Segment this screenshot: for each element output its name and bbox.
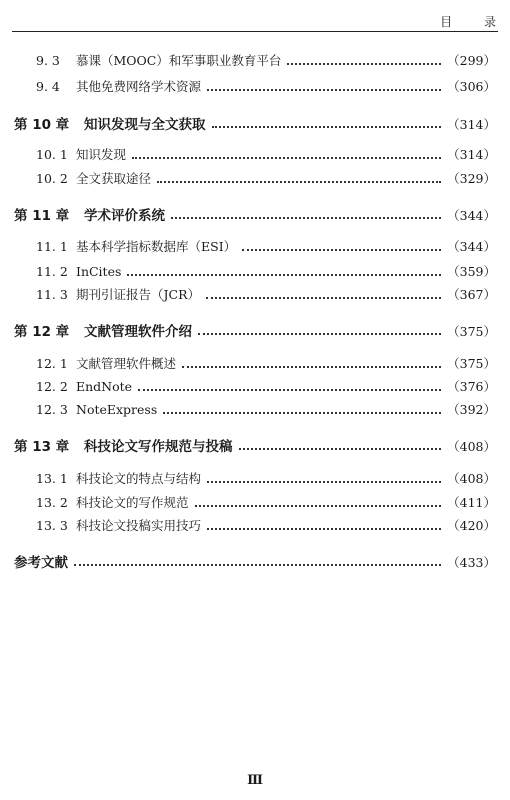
toc-entry-title: 全文获取途径	[76, 171, 152, 186]
toc-section-row[interactable]	[0, 493, 510, 511]
toc-entry-title: 文献管理软件介绍	[84, 324, 192, 340]
toc-entry-page: （411）	[447, 495, 496, 510]
toc-chapter-row[interactable]	[0, 320, 510, 340]
dot-leader	[182, 365, 441, 368]
dot-leader	[239, 447, 442, 450]
toc-entry-title: 知识发现与全文获取	[84, 117, 206, 133]
toc-section-row[interactable]	[0, 262, 510, 280]
toc-entry-title: 科技论文写作规范与投稿	[84, 439, 233, 455]
dot-leader	[157, 180, 441, 183]
dot-leader	[198, 332, 441, 335]
dot-leader	[127, 273, 441, 276]
toc-section-row[interactable]	[0, 354, 510, 372]
toc-entry-page: （359）	[447, 264, 496, 279]
toc-entry-title: 学术评价系统	[84, 208, 165, 224]
dot-leader	[74, 563, 441, 566]
dot-leader	[163, 411, 441, 414]
dot-leader	[212, 125, 442, 128]
toc-entry-page: （306）	[447, 79, 496, 94]
dot-leader	[207, 88, 441, 91]
toc-section-row[interactable]	[0, 145, 510, 163]
toc-section-row[interactable]	[0, 77, 510, 95]
header-rule	[12, 31, 498, 32]
toc-entry-number: 第 12 章	[14, 324, 70, 340]
dot-leader	[242, 248, 441, 251]
dot-leader	[195, 504, 442, 507]
toc-entry-title: InCites	[76, 264, 122, 279]
toc-entry-number: 11. 2	[36, 264, 68, 279]
toc-entry-title: NoteExpress	[76, 402, 158, 417]
toc-entry-page: （367）	[447, 287, 496, 302]
toc-entry-page: （375）	[447, 324, 496, 339]
toc-chapter-row[interactable]	[0, 113, 510, 133]
toc-entry-page: （392）	[447, 402, 496, 417]
toc-entry-page: （314）	[447, 147, 496, 162]
toc-entry-number: 9. 4	[36, 79, 60, 94]
dot-leader	[171, 216, 441, 219]
toc-entry-number: 13. 3	[36, 518, 68, 533]
toc-entry-number: 12. 2	[36, 379, 68, 394]
toc-entry-title: 科技论文的特点与结构	[76, 471, 202, 486]
toc-section-row[interactable]	[0, 285, 510, 303]
toc-entry-page: （420）	[447, 518, 496, 533]
header-title: 目 录	[440, 15, 510, 29]
toc-entry-title: 科技论文的写作规范	[76, 495, 189, 510]
toc-entry-page: （344）	[447, 239, 496, 254]
toc-entry-number: 第 13 章	[14, 439, 70, 455]
toc-section-row[interactable]	[0, 237, 510, 255]
toc-entry-page: （344）	[447, 208, 496, 223]
page-number: Ⅲ	[247, 773, 263, 788]
toc-entry-number: 12. 1	[36, 356, 68, 371]
dot-leader	[206, 296, 441, 299]
toc-entry-number: 13. 1	[36, 471, 68, 486]
toc-section-row[interactable]	[0, 51, 510, 69]
toc-entry-title: 慕课（MOOC）和军事职业教育平台	[76, 53, 282, 68]
dot-leader	[138, 388, 441, 391]
toc-section-row[interactable]	[0, 400, 510, 418]
toc-entry-page: （408）	[447, 439, 496, 454]
toc-entry-number: 10. 2	[36, 171, 68, 186]
dot-leader	[287, 62, 441, 65]
toc-entry-title: EndNote	[76, 379, 133, 394]
toc-entry-page: （375）	[447, 356, 496, 371]
dot-leader	[207, 480, 441, 483]
toc-entry-page: （408）	[447, 471, 496, 486]
toc-entry-title: 基本科学指标数据库（ESI）	[76, 239, 237, 254]
toc-chapter-row[interactable]	[0, 435, 510, 455]
toc-entry-page: （433）	[447, 555, 496, 570]
toc-entry-number: 9. 3	[36, 53, 60, 68]
toc-section-row[interactable]	[0, 516, 510, 534]
dot-leader	[207, 527, 441, 530]
toc-entry-page: （314）	[447, 117, 496, 132]
toc-entry-number: 第 10 章	[14, 117, 70, 133]
toc-section-row[interactable]	[0, 169, 510, 187]
toc-entry-page: （299）	[447, 53, 496, 68]
toc-entry-number: 11. 1	[36, 239, 68, 254]
toc-entry-title: 文献管理软件概述	[76, 356, 177, 371]
toc-entry-page: （376）	[447, 379, 496, 394]
toc-chapter-row[interactable]	[0, 204, 510, 224]
toc-entry-title: 知识发现	[76, 147, 127, 162]
toc-entry-title: 其他免费网络学术资源	[76, 79, 202, 94]
toc-entry-number: 11. 3	[36, 287, 68, 302]
toc-entry-page: （329）	[447, 171, 496, 186]
toc-entry-title: 科技论文投稿实用技巧	[76, 518, 202, 533]
toc-entry-number: 第 11 章	[14, 208, 70, 224]
toc-entry-title: 期刊引证报告（JCR）	[76, 287, 200, 302]
toc-entry-number: 10. 1	[36, 147, 68, 162]
dot-leader	[132, 156, 441, 159]
toc-section-row[interactable]	[0, 469, 510, 487]
toc-entry-number: 12. 3	[36, 402, 68, 417]
toc-entry-title: 参考文献	[14, 555, 68, 571]
toc-chapter-row[interactable]	[0, 551, 510, 571]
toc-section-row[interactable]	[0, 377, 510, 395]
toc-entry-number: 13. 2	[36, 495, 68, 510]
